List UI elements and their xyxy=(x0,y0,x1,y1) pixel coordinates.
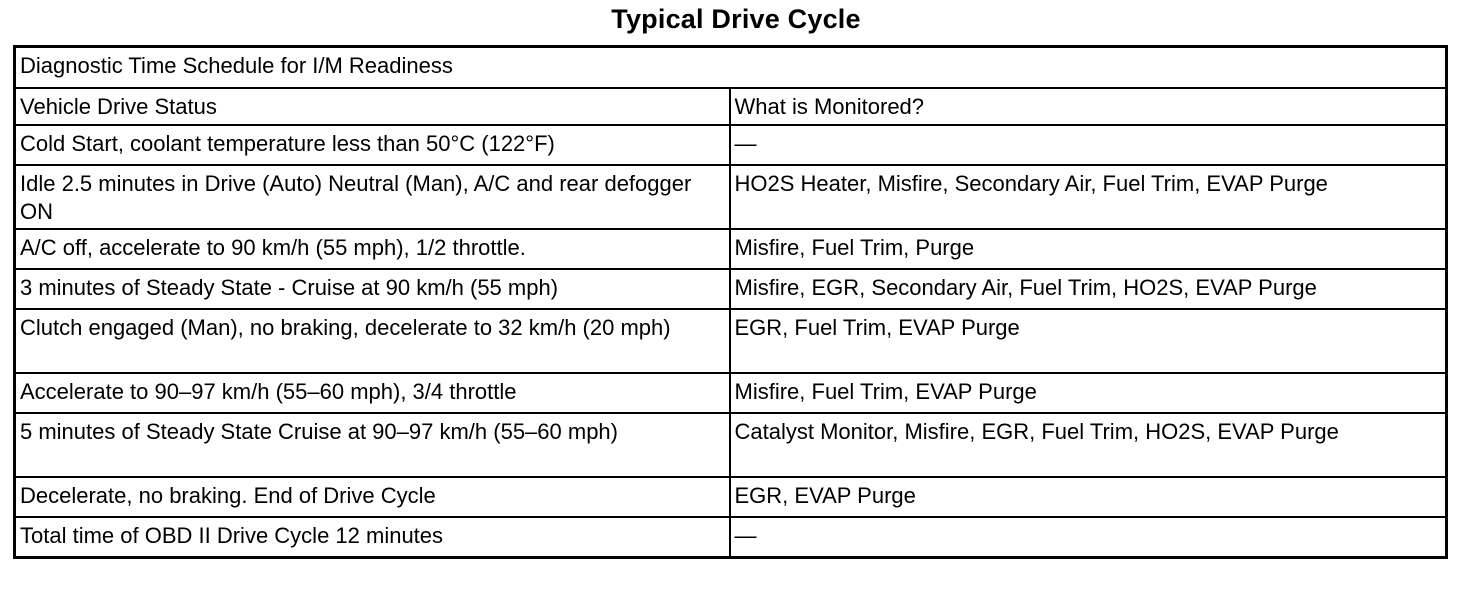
table-row xyxy=(15,309,1447,373)
drive-status-cell: Decelerate, no braking. End of Drive Cycle xyxy=(15,477,730,517)
table-row xyxy=(15,373,1447,413)
column-header-what-is-monitored: What is Monitored? xyxy=(730,88,1447,125)
monitored-cell: HO2S Heater, Misfire, Secondary Air, Fuel Trim, EVAP Purge xyxy=(730,165,1447,229)
drive-status-cell: 3 minutes of Steady State - Cruise at 90 km/h (55 mph) xyxy=(15,269,730,309)
table-caption: Diagnostic Time Schedule for I/M Readiness xyxy=(15,47,1447,89)
drive-status-cell: Accelerate to 90–97 km/h (55–60 mph), 3/4 throttle xyxy=(15,373,730,413)
monitored-cell: EGR, EVAP Purge xyxy=(730,477,1447,517)
column-header-vehicle-drive-status: Vehicle Drive Status xyxy=(15,88,730,125)
monitored-cell: Catalyst Monitor, Misfire, EGR, Fuel Trim, HO2S, EVAP Purge xyxy=(730,413,1447,477)
drive-cycle-table xyxy=(13,45,1448,559)
drive-status-cell: Cold Start, coolant temperature less than 50°C (122°F) xyxy=(15,125,730,165)
drive-status-cell: A/C off, accelerate to 90 km/h (55 mph), 1/2 throttle. xyxy=(15,229,730,269)
table-row xyxy=(15,517,1447,558)
monitored-cell: — xyxy=(730,517,1447,558)
table-row xyxy=(15,125,1447,165)
drive-status-cell: Idle 2.5 minutes in Drive (Auto) Neutral (Man), A/C and rear defogger ON xyxy=(15,165,730,229)
table-row xyxy=(15,477,1447,517)
monitored-cell: Misfire, EGR, Secondary Air, Fuel Trim, HO2S, EVAP Purge xyxy=(730,269,1447,309)
drive-status-cell: Total time of OBD II Drive Cycle 12 minutes xyxy=(15,517,730,558)
drive-status-cell: Clutch engaged (Man), no braking, decelerate to 32 km/h (20 mph) xyxy=(15,309,730,373)
table-row xyxy=(15,229,1447,269)
drive-status-cell: 5 minutes of Steady State Cruise at 90–97 km/h (55–60 mph) xyxy=(15,413,730,477)
document-title: Typical Drive Cycle xyxy=(611,4,861,34)
monitored-cell: — xyxy=(730,125,1447,165)
table-row xyxy=(15,413,1447,477)
table-caption-row xyxy=(15,47,1447,89)
table-row xyxy=(15,165,1447,229)
monitored-cell: EGR, Fuel Trim, EVAP Purge xyxy=(730,309,1447,373)
monitored-cell: Misfire, Fuel Trim, EVAP Purge xyxy=(730,373,1447,413)
monitored-cell: Misfire, Fuel Trim, Purge xyxy=(730,229,1447,269)
table-row xyxy=(15,269,1447,309)
table-header-row xyxy=(15,88,1447,125)
